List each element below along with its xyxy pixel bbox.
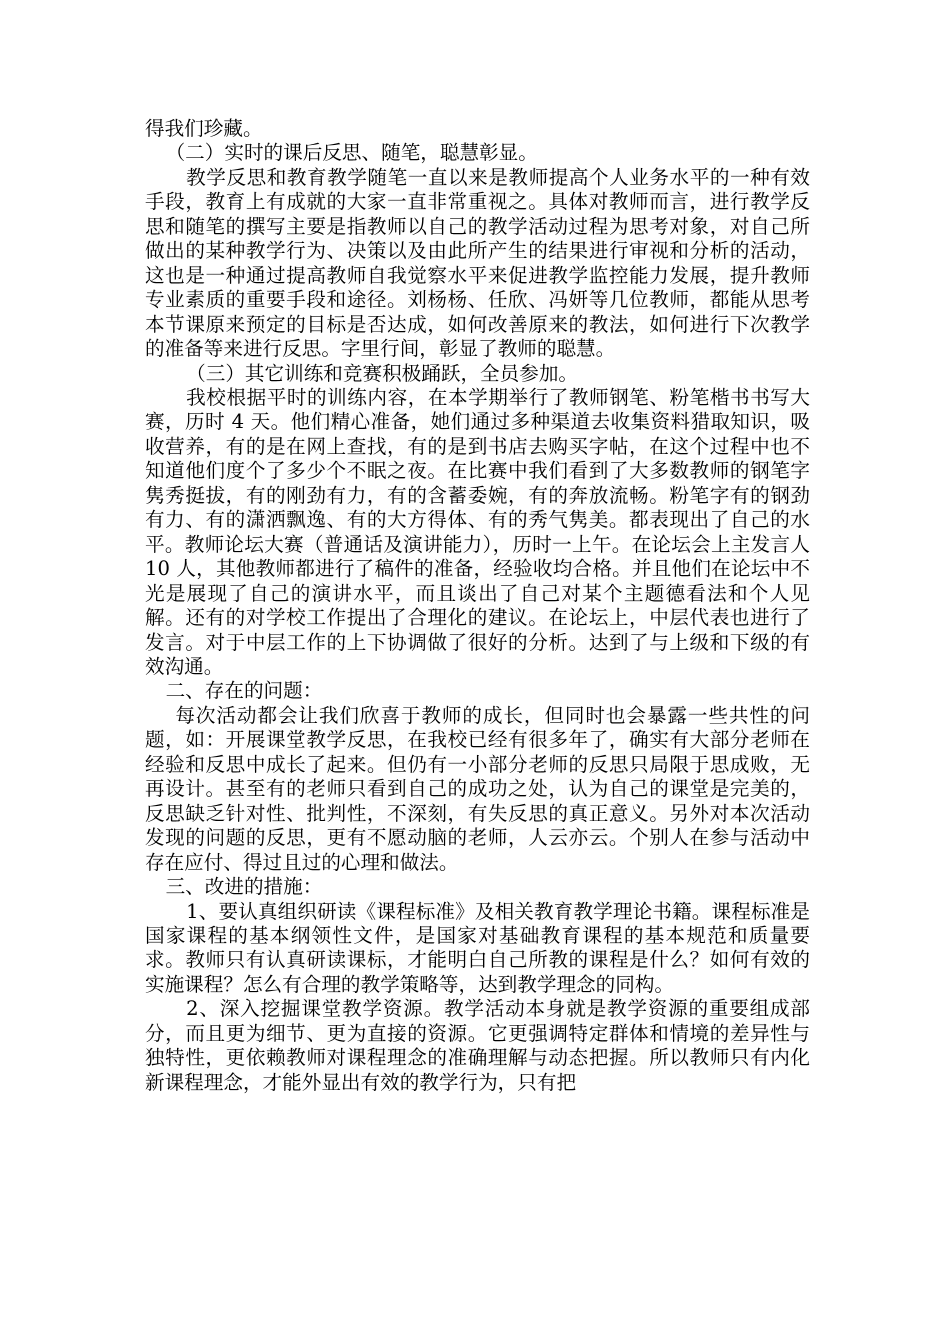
paragraph-measure-2: 2、深入挖掘课堂教学资源。教学活动本身就是教学资源的重要组成部分，而且更为细节、更为直接的资源。它更强调特定群体和情境的差异性与独特性，更依赖教师对课程理念的准确理解与动态把握。所以教师只有内化新课程理念，才能外显出有效的教学行为，只有把 — [145, 997, 810, 1094]
section-heading-reflection: （二）实时的课后反思、随笔，聪慧彰显。 — [165, 141, 538, 165]
paragraph-measure-1: 1、要认真组织研读《课程标准》及相关教育教学理论书籍。课程标准是国家课程的基本纲领性文件，是国家对基础教育课程的基本规范和质量要求。教师只有认真研读课标，才能明白自己所教的课程是什么？如何有效的实施课程？怎么有合理的教学策略等，达到教学理念的同构。 — [145, 899, 810, 996]
paragraph-problems: 每次活动都会让我们欣喜于教师的成长，但同时也会暴露一些共性的问题，如：开展课堂教学反思，在我校已经有很多年了，确实有大部分老师在经验和反思中成长了起来。但仍有一小部分老师的反思只局限于思成败，无再设计。甚至有的老师只看到自己的成功之处，认为自己的课堂是完美的，反思缺乏针对性、批判性，不深刻，有失反思的真正意义。另外对本次活动发现的问题的反思，更有不愿动脑的老师，人云亦云。个别人在参与活动中存在应付、得过且过的心理和做法。 — [145, 703, 810, 874]
paragraph-reflection: 教学反思和教育教学随笔一直以来是教师提高个人业务水平的一种有效手段，教育上有成就的大家一直非常重视之。具体对教师而言，进行教学反思和随笔的撰写主要是指教师以自己的教学活动过程为思考对象，对自己所做出的某种教学行为、决策以及由此所产生的结果进行审视和分析的活动，这也是一种通过提高教师自我觉察水平来促进教学监控能力发展，提升教师专业素质的重要手段和途径。刘杨杨、任欣、冯妍等几位教师，都能从思考本节课原来预定的目标是否达成，如何改善原来的教法，如何进行下次教学的准备等来进行反思。字里行间，彰显了教师的聪慧。 — [145, 165, 810, 361]
section-heading-measures: 三、改进的措施： — [165, 875, 323, 899]
paragraph-competitions: 我校根据平时的训练内容，在本学期举行了教师钢笔、粉笔楷书书写大赛，历时 4 天。他们精心准备，她们通过多种渠道去收集资料猎取知识，吸收营养，有的是在网上查找，有的是到书店去购买字帖，在这个过程中也不知道他们度个了多少个不眠之夜。在比赛中我们看到了大多数教师的钢笔字隽秀挺拔，有的刚劲有力，有的含蓄委婉，有的奔放流畅。粉笔字有的钢劲有力、有的潇洒飘逸、有的大方得体、有的秀气隽美。都表现出了自己的水平。教师论坛大赛（普通话及演讲能力），历时一上午。在论坛会上主发言人 10 人，其他教师都进行了稿件的准备，经验收均合格。并且他们在论坛中不光是展现了自己的演讲水平，而且谈出了自己对某个主题德看法和个人见解。还有的对学校工作提出了合理化的建议。在论坛上，中层代表也进行了发言。对于中层工作的上下协调做了很好的分析。达到了与上级和下级的有效沟通。 — [145, 385, 810, 678]
section-heading-problems: 二、存在的问题： — [165, 679, 323, 703]
paragraph-continuation: 得我们珍藏。 — [145, 117, 263, 140]
document-body — [145, 117, 810, 1095]
section-heading-competitions: （三）其它训练和竞赛积极踊跃，全员参加。 — [186, 361, 579, 385]
